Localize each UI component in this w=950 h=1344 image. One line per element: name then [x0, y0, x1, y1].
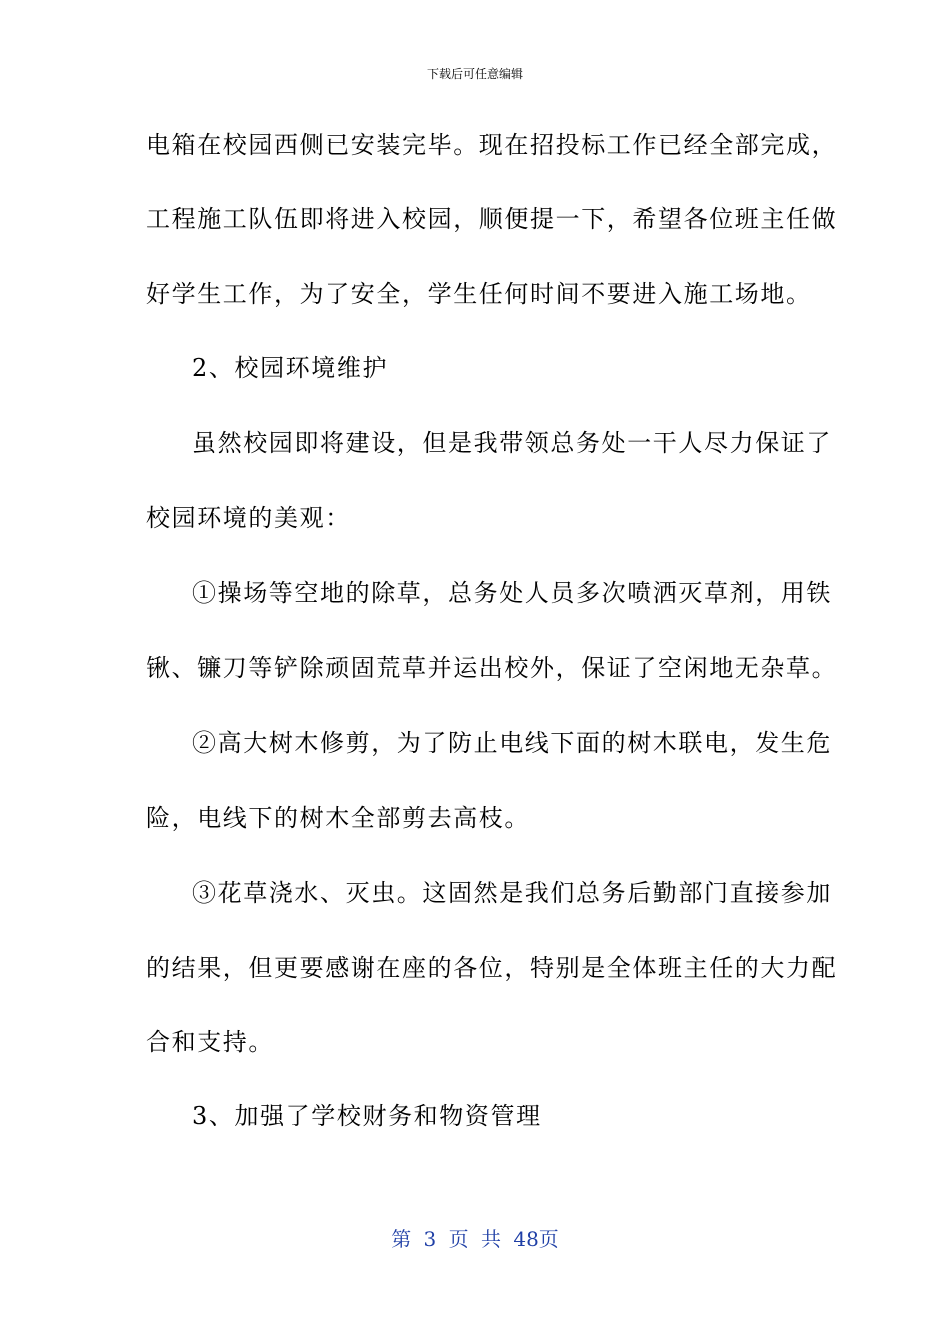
list-item-2-line-1: ②高大树木修剪，为了防止电线下面的树木联电，发生危 — [192, 729, 832, 757]
list-item-3-line-1: ③花草浇水、灭虫。这固然是我们总务后勤部门直接参加 — [192, 879, 832, 907]
body-line-5: 虽然校园即将建设，但是我带领总务处一干人尽力保证了 — [192, 429, 832, 457]
body-line-6: 校园环境的美观： — [146, 504, 351, 532]
body-line-2: 工程施工队伍即将进入校园，顺便提一下，希望各位班主任做 — [146, 205, 838, 233]
list-item-1-line-2: 锹、镰刀等铲除顽固荒草并运出校外，保证了空闲地无杂草。 — [146, 654, 838, 682]
list-item-1-line-1: ①操场等空地的除草，总务处人员多次喷洒灭草剂，用铁 — [192, 579, 832, 607]
list-item-3-line-2: 的结果，但更要感谢在座的各位，特别是全体班主任的大力配 — [146, 954, 838, 982]
list-item-2-line-2: 险，电线下的树木全部剪去高枝。 — [146, 804, 530, 832]
list-item-3-line-3: 合和支持。 — [146, 1028, 274, 1056]
body-line-1: 电箱在校园西侧已安装完毕。现在招投标工作已经全部完成， — [146, 131, 838, 159]
body-line-3: 好学生工作，为了安全，学生任何时间不要进入施工场地。 — [146, 280, 812, 308]
section-heading-3: 3、加强了学校财务和物资管理 — [192, 1102, 542, 1130]
section-heading-2: 2、校园环境维护 — [192, 354, 389, 382]
page-header-note: 下载后可任意编辑 — [426, 67, 523, 81]
page-number-footer: 第 3 页 共 48页 — [391, 1227, 559, 1251]
